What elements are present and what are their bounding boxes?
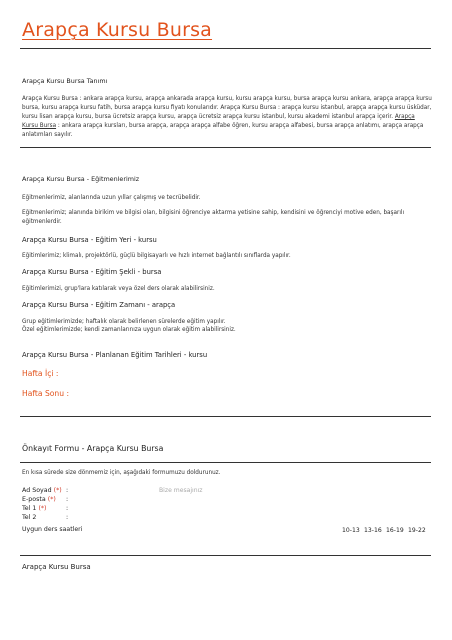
phone-1-field-colon: :: [66, 505, 69, 512]
intro-text-2: : ankara arapça kursları, bursa arapça, arapça arapça alfabe öğren, kursu arapça alfabesi, bursa arapça anlatımı, arapça arapça anlatımları sayılır.: [22, 123, 424, 139]
trainers-heading: Arapça Kursu Bursa - Eğitmenlerimiz: [22, 175, 140, 183]
intro-heading: Arapça Kursu Bursa Tanımı: [22, 77, 108, 85]
phone-2-field-label: Tel 2: [22, 514, 37, 521]
place-heading: Arapça Kursu Bursa - Eğitim Yeri - kursu: [22, 236, 157, 244]
trainers-text-2: Eğitmenlerimiz; alanında birikim ve bilgisi olan, bilgisini öğrenciye aktarma yetisine sahip, kendisini ve öğrenciyi motive eden, başarılı eğitmenlerdir.: [22, 210, 405, 226]
name-field-label: Ad Soyad (*): [22, 487, 62, 494]
intro-divider: [20, 147, 431, 148]
schedule-weekend: Hafta Sonu :: [22, 389, 70, 398]
time-option[interactable]: 16-19: [386, 527, 404, 534]
time-option[interactable]: 19-22: [408, 527, 426, 534]
form-title-divider: [20, 462, 431, 463]
trainers-text-1: Eğitmenlerimiz, alanlarında uzun yıllar çalışmış ve tecrübelidir.: [22, 195, 201, 201]
form-divider: [20, 555, 431, 556]
phone-1-field-label: Tel 1 (*): [22, 505, 47, 512]
intro-text-1: Arapça Kursu Bursa : ankara arapça kursu, arapça ankarada arapça kursu, kursu arapça kursu, bursa arapça kursu ankara, arapça arapça kursu bursa, kursu arapça kursu fatih, bursa arapça kursu fiyatı konularıdır. Arapça Kursu Bursa : arapça kursu istanbul, arapça arapça kursu üsküdar, kursu lisan arapça kursu, bursa ücretsiz arapça kursu, arapça ücretsiz arapça kursu istanbul, kursu akademi istanbul arapça içerir.: [22, 96, 432, 121]
time-label: Uygun ders saatleri: [22, 526, 83, 533]
form-subtitle: En kısa sürede size dönmemiz için, aşağıdaki formumuzu doldurunuz.: [22, 470, 221, 476]
format-text: Eğitimlerimizi, grup'lara katılarak veya özel ders olarak alabilirsiniz.: [22, 286, 215, 292]
form-title: Önkayıt Formu - Arapça Kursu Bursa: [22, 444, 164, 453]
phone-2-field-colon: :: [66, 514, 69, 521]
place-text: Eğitimlerimiz; klimalı, projektörlü, güçlü bilgisayarlı ve hızlı internet bağlantılı sınıflarda yapılır.: [22, 253, 291, 259]
schedule-heading: Arapça Kursu Bursa - Planlanan Eğitim Tarihleri - kursu: [22, 351, 208, 359]
name-field-colon: :: [66, 487, 69, 494]
schedule-weekday: Hafta İçi :: [22, 369, 59, 378]
footer-heading: Arapça Kursu Bursa: [22, 563, 91, 571]
site-title-link[interactable]: Arapça Kursu Bursa: [22, 19, 213, 41]
time-option[interactable]: 13-16: [364, 527, 382, 534]
header-divider: [20, 48, 431, 49]
intro-paragraph: [22, 95, 432, 140]
timing-line-1: Grup eğitimlerimizde; haftalık olarak belirlenen sürelerde eğitim yapılır.: [22, 319, 226, 325]
timing-line-2: Özel eğitimlerimizde; kendi zamanlarınıza uygun olarak eğitim alabilirsiniz.: [22, 327, 236, 333]
schedule-divider: [20, 416, 431, 417]
timing-heading: Arapça Kursu Bursa - Eğitim Zamanı - arapça: [22, 301, 176, 309]
email-field-label: E-posta (*): [22, 496, 56, 503]
email-field-colon: :: [66, 496, 69, 503]
message-textarea[interactable]: Bize mesajınız: [159, 487, 203, 494]
format-heading: Arapça Kursu Bursa - Eğitim Şekli - bursa: [22, 268, 162, 276]
intro-inline-link[interactable]: Arapça Kursu Bursa: [22, 114, 415, 130]
time-option[interactable]: 10-13: [342, 527, 360, 534]
